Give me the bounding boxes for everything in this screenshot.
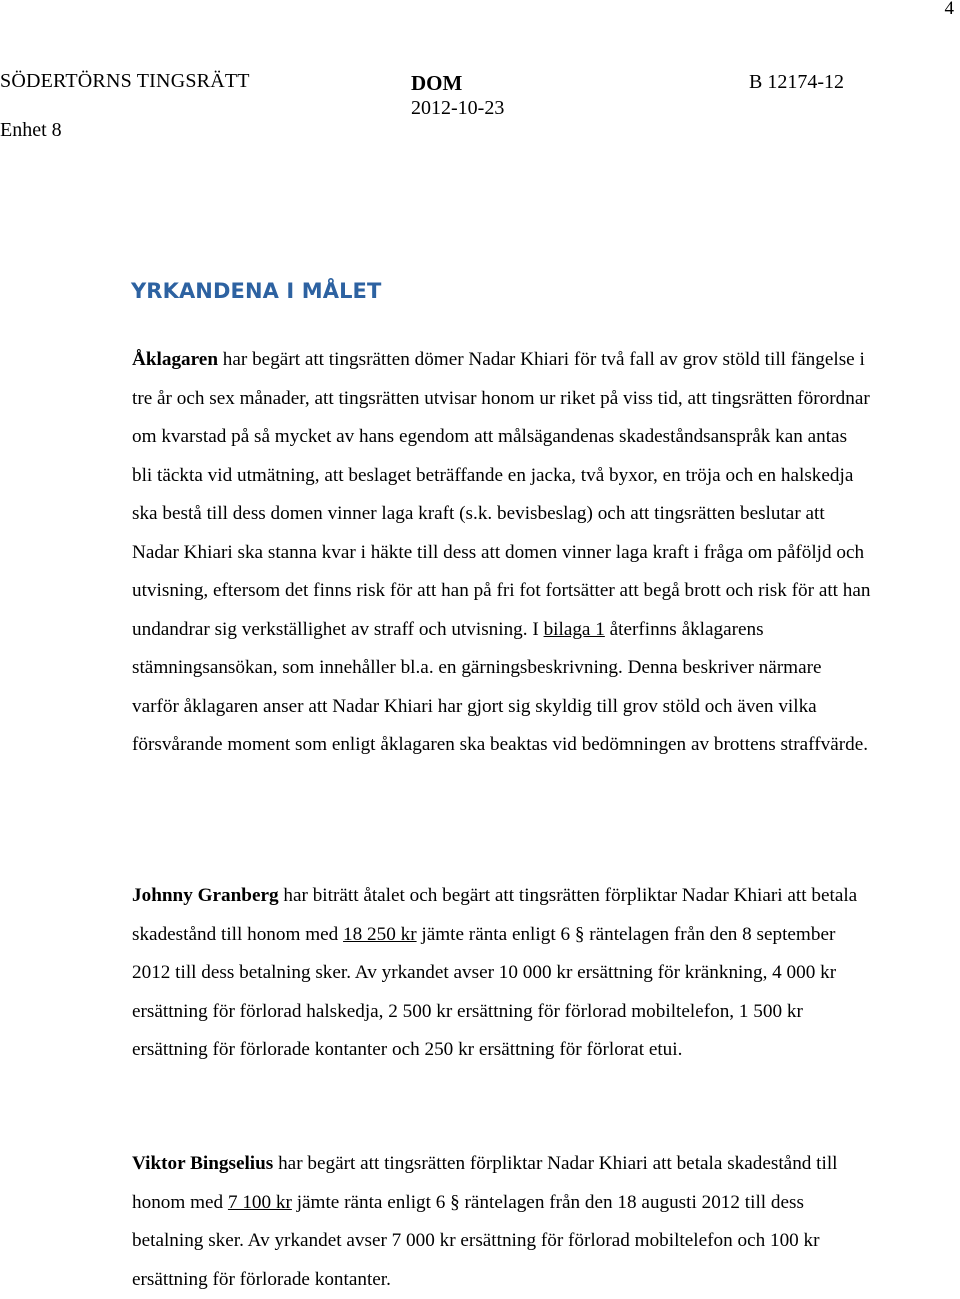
document-date: 2012-10-23: [411, 97, 505, 119]
party-name-bingselius: Viktor Bingselius: [132, 1153, 274, 1174]
paragraph-text: jämte ränta enligt 6 § räntelagen från den 8 september 2012 till dess betalning sker. Av yrkandet avser 10 000 kr ersättning för kränkning, 4 000 kr ersättning för förlorad halskedja, 2 500 kr ersättning för förlorad mobiltelefon, 1 500 kr ersättning för förlorade kontanter och 250 kr ersättning för förlorat etui.: [132, 923, 837, 1060]
case-number: B 12174-12: [749, 71, 844, 93]
prosecutor-claim-paragraph: [132, 341, 872, 765]
section-heading: YRKANDENA I MÅLET: [131, 279, 382, 303]
document-type: DOM: [411, 71, 463, 95]
paragraph-text: har begärt att tingsrätten dömer Nadar Khiari för två fall av grov stöld till fängelse i tre år och sex månader, att tingsrätten utvisar honom ur riket på viss tid, att tingsrätten förordnar om kvarstad på så mycket av hans egendom att målsägandenas skadeståndsanspråk kan antas bli täckta vid utmätning, att beslaget beträffande en jacka, två byxor, en tröja och en halskedja ska bestå till dess domen vinner laga kraft (s.k. bevisbeslag) och att tingsrätten beslutar att Nadar Khiari ska stanna kvar i häkte till dess att domen vinner laga kraft i fråga om påföljd och utvisning, eftersom det finns risk för att han på fri fot fortsätter att begå brott och risk för att han undandrar sig verkställighet av straff och utvisning. I: [132, 349, 871, 640]
paragraph-text: har begärt att tingsrätten förpliktar Nadar Khiari att betala skadestånd till honom med: [132, 1153, 838, 1213]
court-unit: Enhet 8: [0, 119, 62, 141]
granberg-claim-paragraph: [132, 877, 872, 1070]
party-name-prosecutor: Åklagaren: [132, 349, 218, 370]
page-number: 4: [944, 0, 954, 19]
court-name: SÖDERTÖRNS TINGSRÄTT: [0, 70, 250, 92]
paragraph-text: jämte ränta enligt 6 § räntelagen från den 18 augusti 2012 till dess betalning sker. Av yrkandet avser 7 000 kr ersättning för förlorad mobiltelefon och 100 kr ersättning för förlorade kontanter.: [132, 1191, 820, 1290]
paragraph-text: har biträtt åtalet och begärt att tingsrätten förpliktar Nadar Khiari att betala skadestånd till honom med: [132, 885, 858, 945]
bilaga-link[interactable]: bilaga 1: [543, 618, 605, 640]
paragraph-text: återfinns åklagarens stämningsansökan, som innehåller bl.a. en gärningsbeskrivning. Denna beskriver närmare varför åklagaren anser att Nadar Khiari har gjort sig skyldig till grov stöld och även vilka försvårande moment som enligt åklagaren ska beaktas vid bedömningen av brottens straffvärde.: [132, 618, 869, 755]
party-name-granberg: Johnny Granberg: [132, 885, 279, 906]
claim-amount: 18 250 kr: [343, 923, 417, 945]
bingselius-claim-paragraph: [132, 1145, 872, 1299]
claim-amount: 7 100 kr: [227, 1191, 292, 1213]
